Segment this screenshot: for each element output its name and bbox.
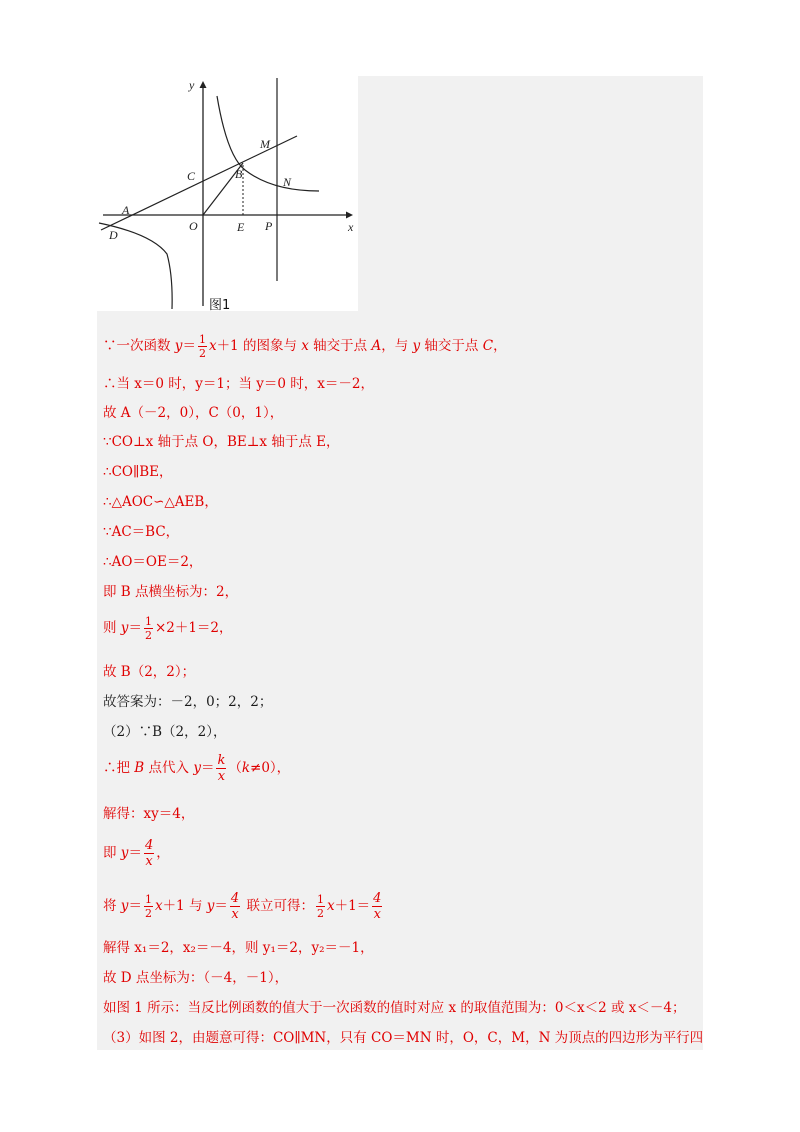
variable: A bbox=[371, 338, 382, 354]
solution-line-11: 故 B（2，2）； bbox=[103, 664, 196, 680]
text: ＋1 与 bbox=[162, 898, 207, 914]
solution-line-3: 故 A（－2，0），C（0，1）， bbox=[103, 405, 284, 421]
text: ＝ bbox=[128, 898, 142, 914]
solution-line-10 bbox=[103, 616, 233, 641]
text: ，与 bbox=[381, 338, 413, 354]
variable: k bbox=[241, 760, 251, 776]
variable: y bbox=[412, 338, 421, 354]
variable: x bbox=[326, 898, 335, 914]
solution-line-14 bbox=[103, 754, 290, 783]
point-label-e: E bbox=[237, 220, 245, 234]
solution-line-16 bbox=[103, 839, 170, 868]
solution-line-19: 故 D 点坐标为：（－4，－1）， bbox=[103, 970, 289, 986]
solution-line-13: （2）∵B（2，2）， bbox=[103, 724, 227, 740]
text: ＝ bbox=[182, 338, 196, 354]
text: 点代入 bbox=[144, 760, 194, 776]
text: ＝ bbox=[214, 898, 228, 914]
solution-line-12: 故答案为：－2，0；2，2； bbox=[103, 694, 273, 710]
solution-line-9: 即 B 点横坐标为：2， bbox=[103, 584, 239, 600]
text: 联立可得： bbox=[242, 898, 314, 914]
solution-line-8: ∴AO＝OE＝2， bbox=[103, 554, 203, 570]
function-graph bbox=[97, 76, 358, 311]
text: ， bbox=[493, 338, 507, 354]
fraction: $\frac{1}{2}$ bbox=[198, 333, 206, 360]
x-axis-arrow bbox=[346, 212, 353, 219]
text: ＋1＝ bbox=[334, 898, 371, 914]
text: ≠0）， bbox=[250, 760, 291, 776]
point-label-d: D bbox=[109, 228, 118, 242]
text: 则 bbox=[103, 620, 121, 636]
fraction: $\frac{4}{x}$ bbox=[144, 838, 154, 869]
variable: y bbox=[174, 338, 183, 354]
text: ＝ bbox=[128, 845, 142, 861]
point-label-b: B bbox=[235, 167, 243, 181]
text: （ bbox=[228, 760, 242, 776]
solution-line-18: 解得 x₁＝2，x₂＝－4，则 y₁＝2，y₂＝－1， bbox=[103, 940, 374, 956]
fraction: $\frac{1}{2}$ bbox=[316, 893, 324, 920]
solution-line-17 bbox=[103, 892, 384, 921]
solution-line-21: （3）如图 2，由题意可得：CO∥MN，只有 CO＝MN 时，O，C，M，N 为顶点的四边形为平行四 bbox=[103, 1030, 704, 1046]
solution-line-2: ∴当 x＝0 时，y＝1；当 y＝0 时，x＝－2， bbox=[103, 376, 375, 392]
variable: C bbox=[482, 338, 494, 354]
fraction: $\frac{4}{x}$ bbox=[230, 891, 240, 922]
variable: x bbox=[301, 338, 309, 354]
x-axis-label: x bbox=[348, 220, 354, 234]
text: ＝ bbox=[128, 620, 142, 636]
text: 轴交于点 bbox=[420, 338, 483, 354]
point-label-p: P bbox=[265, 219, 273, 233]
solution-line-7: ∵AC＝BC， bbox=[103, 524, 180, 540]
point-label-c: C bbox=[187, 169, 196, 183]
point-label-m: M bbox=[260, 137, 270, 151]
text: 轴交于点 bbox=[308, 338, 372, 354]
y-axis-label: y bbox=[189, 78, 195, 92]
solution-line-1 bbox=[103, 334, 507, 359]
point-label-o: O bbox=[189, 219, 198, 233]
text: ∵一次函数 bbox=[103, 338, 175, 354]
variable: y bbox=[206, 898, 215, 914]
solution-line-15: 解得：xy＝4， bbox=[103, 806, 195, 822]
variable: x bbox=[154, 898, 163, 914]
text: ∴把 bbox=[103, 760, 135, 776]
text: 即 bbox=[103, 845, 121, 861]
variable: y bbox=[120, 620, 129, 636]
variable: B bbox=[134, 760, 145, 776]
fraction: $\frac{1}{2}$ bbox=[144, 615, 152, 642]
text: ＝ bbox=[200, 760, 215, 776]
point-label-a: A bbox=[122, 203, 130, 217]
figure-1 bbox=[97, 76, 358, 311]
fraction: $\frac{4}{x}$ bbox=[373, 891, 382, 922]
variable: y bbox=[120, 898, 129, 914]
fraction: $\frac{1}{2}$ bbox=[144, 893, 152, 920]
fraction: $\frac{k}{x}$ bbox=[217, 753, 226, 784]
text: ＋1 的图象与 bbox=[216, 338, 302, 354]
text: ×2＋1＝2， bbox=[154, 620, 233, 636]
solution-line-4: ∵CO⊥x 轴于点 O，BE⊥x 轴于点 E， bbox=[103, 434, 340, 450]
variable: y bbox=[193, 760, 201, 776]
variable: x bbox=[208, 338, 217, 354]
text: ， bbox=[156, 845, 170, 861]
y-axis-arrow bbox=[200, 81, 207, 88]
figure-caption: 图1 bbox=[209, 298, 231, 311]
point-label-n: N bbox=[283, 175, 292, 189]
solution-line-6: ∴△AOC∽△AEB， bbox=[103, 494, 218, 510]
solution-line-5: ∴CO∥BE， bbox=[103, 464, 173, 480]
variable: y bbox=[120, 845, 129, 861]
text: 将 bbox=[103, 898, 121, 914]
solution-line-20: 如图 1 所示：当反比例函数的值大于一次函数的值时对应 x 的取值范围为：0＜x＜2 或 x＜－4； bbox=[103, 1000, 686, 1016]
